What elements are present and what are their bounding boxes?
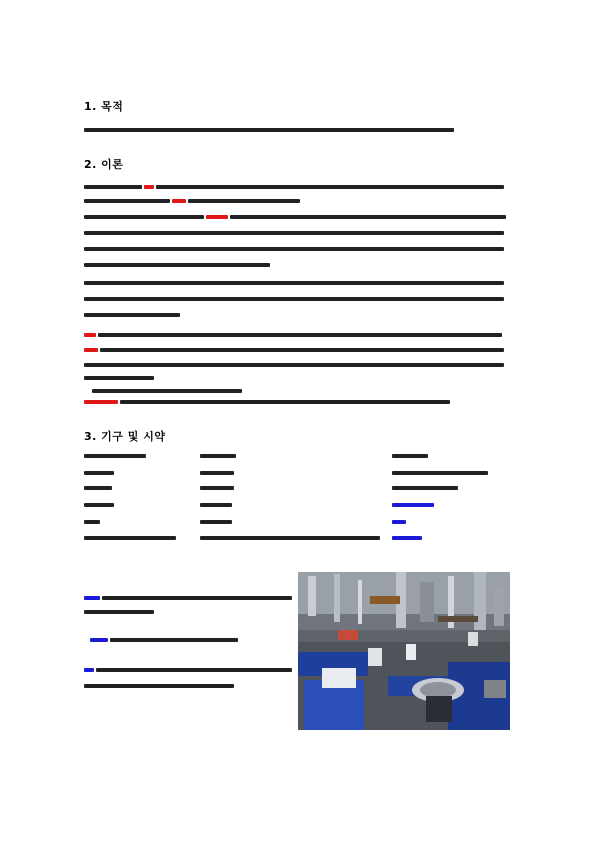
table-row [84, 452, 504, 460]
caption-line [84, 636, 240, 643]
section-heading-equipment: 3. 기구 및 시약 [84, 430, 166, 443]
table-row [84, 469, 504, 477]
paragraph-line [84, 387, 244, 394]
table-row [84, 534, 504, 542]
paragraph-line [84, 311, 182, 318]
paragraph-line [84, 374, 156, 381]
table-row [84, 518, 504, 526]
paragraph-line [84, 261, 272, 268]
paragraph-line [84, 295, 506, 302]
caption-line [84, 608, 156, 615]
section-heading-purpose: 1. 목적 [84, 100, 124, 113]
lab-equipment-photo [298, 572, 510, 730]
section-heading-theory: 2. 이론 [84, 158, 124, 171]
caption-line [84, 682, 236, 689]
table-row [84, 501, 504, 509]
caption-line [84, 594, 294, 601]
paragraph-line [84, 346, 506, 353]
paragraph-line [84, 245, 506, 252]
table-row [84, 484, 504, 492]
caption-line [84, 666, 294, 673]
paragraph-line [84, 398, 452, 405]
paragraph-line [84, 213, 508, 220]
paragraph-line [84, 126, 456, 133]
paragraph-line [84, 361, 506, 368]
paragraph-line [84, 229, 506, 236]
paragraph-line [84, 197, 302, 204]
paragraph-line [84, 331, 504, 338]
paragraph-line [84, 183, 506, 190]
paragraph-line [84, 279, 506, 286]
